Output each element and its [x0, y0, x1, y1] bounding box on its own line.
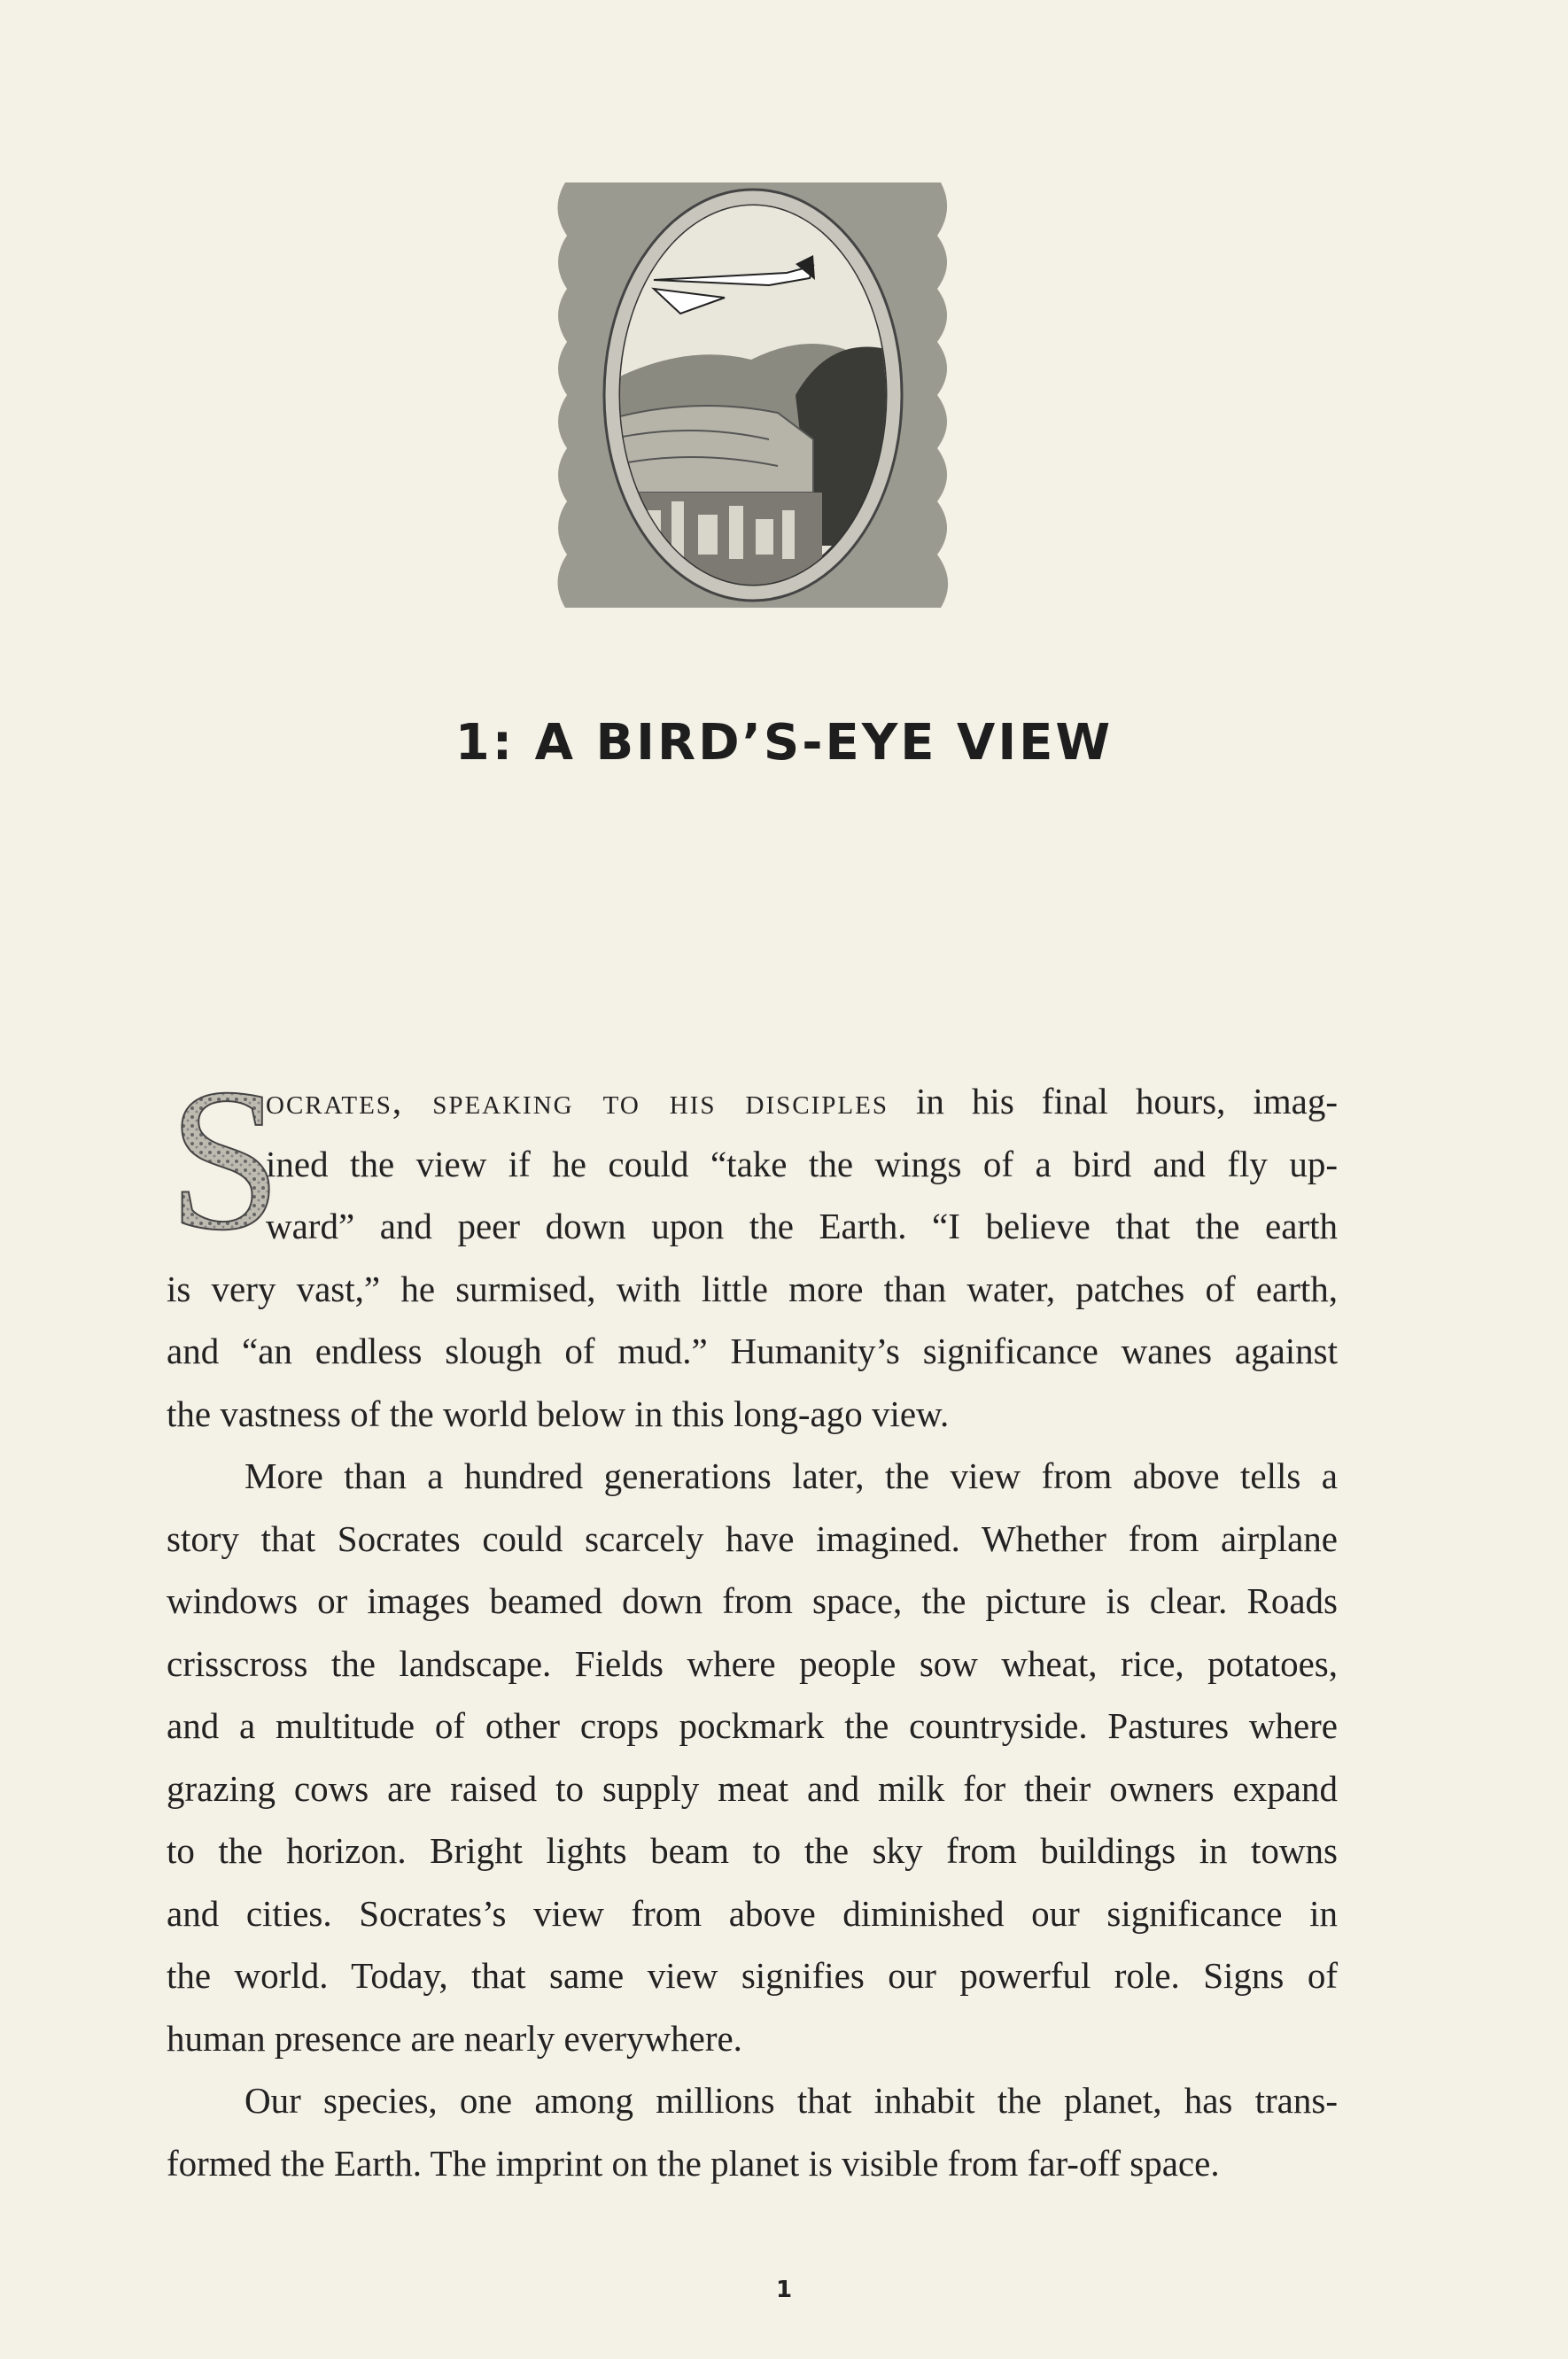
page-number: 1 [775, 2277, 793, 2303]
small-caps-opening: ocrates, speaking to his disciples [266, 1081, 889, 1121]
text-line: to the horizon. Bright lights beam to the sky from buildings in towns [167, 1830, 1338, 1871]
paragraph-2 [167, 1445, 1338, 2069]
text-line: story that Socrates could scarcely have imagined. Whether from airplane [167, 1517, 1338, 1559]
body-text [167, 1070, 1338, 2194]
text-line: is very vast,” he surmised, with little more than water, patches of earth, [167, 1268, 1338, 1309]
svg-text:S: S [168, 1070, 278, 1247]
text-line: formed the Earth. The imprint on the planet is visible from far-off space. [167, 2142, 1220, 2184]
text-line: More than a hundred generations later, the view from above tells a [245, 1455, 1338, 1496]
paragraph-1 [167, 1070, 1338, 1445]
text-line: ocrates, speaking to his disciples in his final hours, imag- [266, 1081, 1338, 1121]
text-line: human presence are nearly everywhere. [167, 2017, 742, 2059]
text-line: and a multitude of other crops pockmark the countryside. Pastures where [167, 1705, 1338, 1746]
text-line: ward” and peer down upon the Earth. “I believe that the earth [266, 1206, 1338, 1246]
drop-cap [163, 1070, 278, 1247]
text-line: and cities. Socrates’s view from above diminished our significance in [167, 1892, 1338, 1934]
text-line: the vastness of the world below in this long-ago view. [167, 1393, 950, 1434]
chapter-title: 1: A BIRD’S-EYE VIEW [454, 713, 1114, 772]
text-line: ined the view if he could “take the wings of a bird and fly up- [266, 1143, 1338, 1184]
text-line: and “an endless slough of mud.” Humanity’s significance wanes against [167, 1331, 1338, 1371]
text-line: Our species, one among millions that inhabit the planet, has trans- [245, 2080, 1338, 2121]
text-line: crisscross the landscape. Fields where people sow wheat, rice, potatoes, [167, 1642, 1338, 1684]
text-line: windows or images beamed down from space, the picture is clear. Roads [167, 1580, 1338, 1621]
paragraph-3 [167, 2069, 1338, 2194]
text-line: grazing cows are raised to supply meat and milk for their owners expand [167, 1767, 1338, 1809]
text-line: the world. Today, that same view signifies our powerful role. Signs of [167, 1955, 1338, 1996]
airplane-window-illustration [547, 174, 959, 617]
